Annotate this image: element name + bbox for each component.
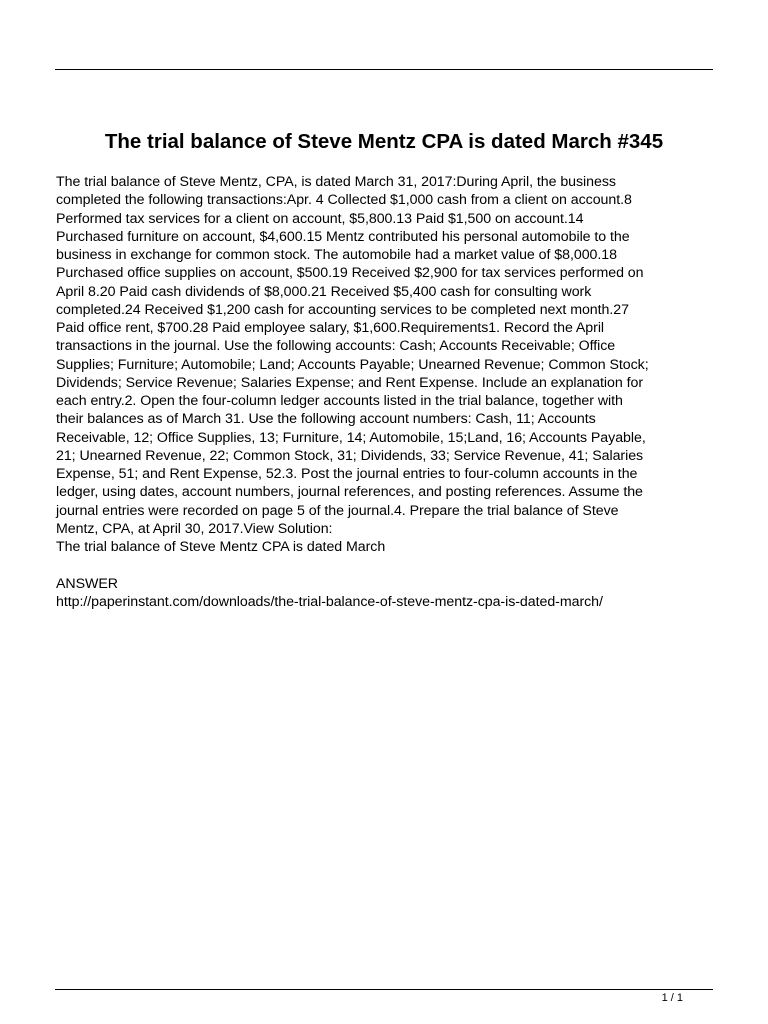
footer-rule [55,989,713,990]
body-line-17: Expense, 51; and Rent Expense, 52.3. Post the journal entries to four-column accounts in the [56,466,638,482]
body-line-15: Receivable, 12; Office Supplies, 13; Furniture, 14; Automobile, 15;Land, 16; Accounts Payable, [56,429,646,446]
body-line-18: ledger, using dates, account numbers, journal references, and posting references. Assume the [56,484,643,501]
body-line-1: The trial balance of Steve Mentz, CPA, is dated March 31, 2017:During April, the business [56,174,616,190]
document-body [56,173,716,611]
answer-label: ANSWER [56,575,118,592]
body-line-12: Dividends; Service Revenue; Salaries Expense; and Rent Expense. Include an explanation for [56,374,644,391]
body-line-20: Mentz, CPA, at April 30, 2017.View Solution: [56,520,333,537]
document-title: The trial balance of Steve Mentz CPA is dated March #345 [104,130,664,153]
body-line-9: Paid office rent, $700.28 Paid employee salary, $1,600.Requirements1. Record the April [56,320,605,336]
paragraph-spacer [56,556,716,574]
body-line-8: completed.24 Received $1,200 cash for accounting services to be completed next month.27 [56,301,629,318]
body-line-5: business in exchange for common stock. The automobile had a market value of $8,000.18 [56,247,617,263]
body-line-10: transactions in the journal. Use the following accounts: Cash; Accounts Receivable; Office [56,338,616,355]
body-line-6: Purchased office supplies on account, $500.19 Received $2,900 for tax services performed on [56,265,644,282]
body-line-14: their balances as of March 31. Use the following account numbers: Cash, 11; Accounts [56,411,596,428]
page-indicator: 1 / 1 [661,992,683,1004]
body-line-11: Supplies; Furniture; Automobile; Land; Accounts Payable; Unearned Revenue; Common Stock; [56,356,649,373]
body-line-16: 21; Unearned Revenue, 22; Common Stock, 31; Dividends, 33; Service Revenue, 41; Salaries [56,447,644,464]
header-rule [55,69,713,70]
body-line-21: The trial balance of Steve Mentz CPA is dated March [56,539,386,555]
body-line-4: Purchased furniture on account, $4,600.15 Mentz contributed his personal automobile to the [56,228,630,245]
body-line-3: Performed tax services for a client on account, $5,800.13 Paid $1,500 on account.14 [56,210,584,227]
body-line-7: April 8.20 Paid cash dividends of $8,000.21 Received $5,400 cash for consulting work [56,283,592,300]
body-line-2: completed the following transactions:Apr. 4 Collected $1,000 cash from a client on account.8 [56,192,632,209]
answer-link[interactable]: http://paperinstant.com/downloads/the-trial-balance-of-steve-mentz-cpa-is-dated-march/ [56,593,603,610]
body-line-19: journal entries were recorded on page 5 of the journal.4. Prepare the trial balance of Steve [56,502,619,519]
body-line-13: each entry.2. Open the four-column ledger accounts listed in the trial balance, together with [56,393,623,409]
